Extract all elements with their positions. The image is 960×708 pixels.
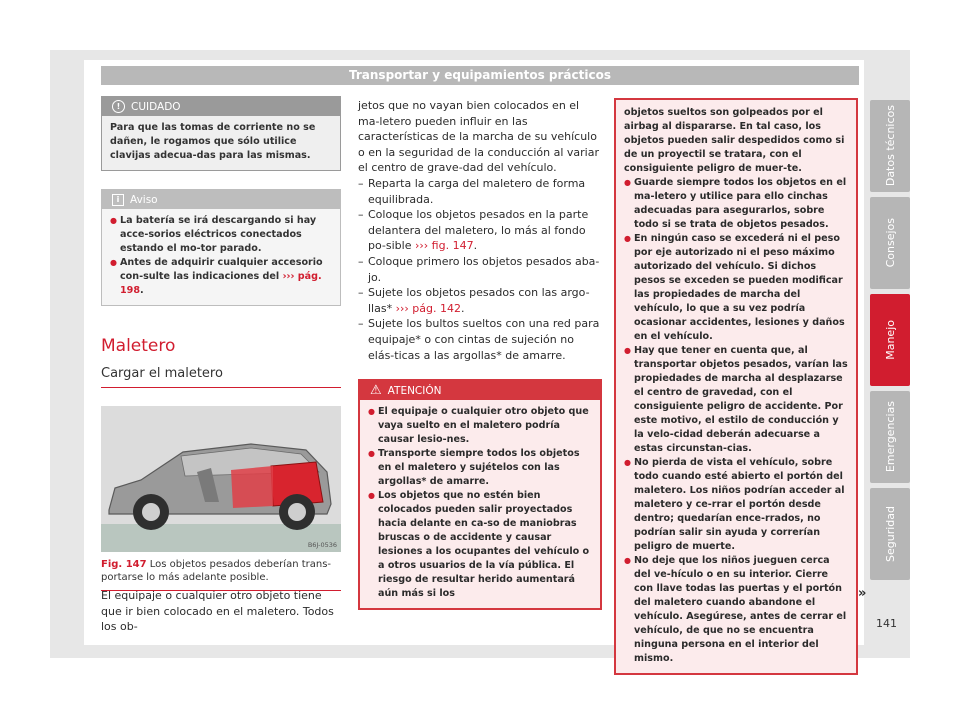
aviso-item-text: La batería se irá descargando si hay acce-sorios eléctricos conectados estando el mo-tor parado.: [120, 215, 317, 254]
figure-ref-link[interactable]: ››› fig. 147: [414, 239, 474, 253]
figure-label: Fig. 147: [101, 559, 147, 570]
tab-datos-tecnicos[interactable]: [870, 100, 910, 192]
atencion-item: ● Hay que tener en cuenta que, al transportar objetos pesados, varían las propiedades de marcha al desplazarse el centro de gravedad, con el consiguiente peligro de accidente. Por este motivo, el estilo de conducción y la velo-cidad deberán adecuarse a estas circunstan-cias.: [624, 344, 848, 456]
tab-label: Emergencias: [883, 401, 897, 473]
atencion-item: ● Los objetos que no estén bien colocados pueden salir proyectados hacia delante en ca-so de maniobras bruscas o de accidente y causar lesiones a los ocupantes del vehículo o a otros usuarios de la vía pública. El riesgo de resultar herido aumentará aún más si los: [368, 489, 592, 601]
step-item: [358, 207, 602, 254]
aviso-item: [110, 256, 332, 298]
info-icon: i: [112, 194, 124, 206]
tab-label: Seguridad: [883, 506, 897, 562]
car-trunk-figure: [101, 406, 341, 552]
steps-list: [358, 176, 602, 363]
intro-text-continued: jetos que no vayan bien colocados en el ma-letero pueden influir en las características de la marcha de su vehículo o en la seguridad de la conducción al variar el centro de grave-dad del vehículo.: [358, 99, 599, 175]
step-text: Coloque los objetos pesados en la parte delantera del maletero, lo más al fondo po-sible: [368, 208, 589, 253]
step-item: [358, 316, 602, 363]
continue-arrow-icon: »: [858, 586, 867, 601]
caution-icon: !: [112, 100, 125, 113]
step-text: Sujete los bultos sueltos con una red para equipaje* o con cintas de sujeción no elás-ticas a las argollas* de amarre.: [368, 317, 600, 362]
page-ref-link[interactable]: ››› pág. 198: [120, 271, 322, 296]
step-item: [358, 285, 602, 316]
figure-caption: [101, 558, 341, 591]
tab-label: Manejo: [883, 320, 897, 360]
car-illustration: [101, 406, 341, 552]
column-left: [101, 96, 341, 591]
cuidado-box: [101, 96, 341, 171]
cuidado-header: [102, 97, 340, 116]
figure-code: B6J-0536: [307, 541, 337, 549]
page-header: Transportar y equipamientos prácticos: [101, 66, 859, 85]
tab-label: Datos técnicos: [883, 105, 897, 187]
aviso-item: [110, 214, 332, 256]
atencion-continued-body: [616, 100, 856, 673]
atencion-continued-lead: objetos sueltos son golpeados por el airbag al dispararse. En tal caso, los objetos pueden salir despedidos como si de un proyectil se tratara, con el consiguiente peligro de muer-te.: [624, 107, 845, 174]
column-middle: [358, 98, 602, 610]
aviso-header: [102, 190, 340, 209]
atencion-item: ● No deje que los niños jueguen cerca del ve-hículo o en su interior. Cierre con llave todas las puertas y el portón del maletero cuando abandone el vehículo. Asegúrese, antes de cerrar el vehículo, de que no se encuentra ninguna persona en el interior del mismo.: [624, 554, 848, 666]
atencion-item: ● Guarde siempre todos los objetos en el ma-letero y utilice para ello cinchas adecuadas para asegurarlos, sobre todo si se trata de objetos pesados.: [624, 176, 848, 232]
step-text: Reparta la carga del maletero de forma equilibrada.: [368, 176, 586, 206]
cuidado-title: CUIDADO: [131, 100, 181, 113]
atencion-box: [358, 379, 602, 610]
atencion-item: ● El equipaje o cualquier otro objeto que vaya suelto en el maletero podría causar lesio-nes.: [368, 405, 592, 447]
step-text: Coloque primero los objetos pesados aba-jo.: [368, 254, 600, 284]
step-after: .: [473, 239, 478, 253]
tab-emergencias[interactable]: [870, 391, 910, 483]
intro-start: [101, 588, 341, 635]
step-item: [358, 176, 602, 207]
step-after: .: [460, 301, 465, 315]
column-right: [614, 98, 858, 675]
section-title: Maletero: [101, 336, 176, 356]
section-subtitle: Cargar el maletero: [101, 366, 341, 388]
tab-label: Consejos: [883, 218, 897, 268]
aviso-box: [101, 189, 341, 306]
aviso-title: Aviso: [130, 193, 158, 206]
warning-triangle-icon: ⚠: [370, 383, 382, 399]
aviso-item-text: Antes de adquirir cualquier accesorio con-sulte las indicaciones del: [120, 257, 323, 282]
cuidado-text: Para que las tomas de corriente no se dañen, le rogamos que sólo utilice clavijas adecua-das para las mismas.: [102, 116, 340, 170]
atencion-body: [360, 400, 600, 608]
atencion-item: ● Transporte siempre todos los objetos en el maletero y sujételos con las argollas* de amarre.: [368, 447, 592, 489]
atencion-item: ● No pierda de vista el vehículo, sobre todo cuando esté abierto el portón del maletero. Los niños podrían acceder al maletero y ce-rrar el portón desde dentro; quedarían ence-rrados, no podrían salir sin ayuda y correrían peligro de muerte.: [624, 456, 848, 554]
tab-consejos[interactable]: [870, 197, 910, 289]
page-number: 141: [876, 617, 897, 630]
intro-text-start: El equipaje o cualquier otro objeto tiene que ir bien colocado en el maletero. Todos los ob-: [101, 589, 334, 634]
tab-manejo[interactable]: [870, 294, 910, 386]
step-item: [358, 254, 602, 285]
atencion-header: [360, 381, 600, 400]
step-text: Sujete los objetos pesados con las argo-llas*: [368, 286, 590, 315]
aviso-body: [102, 209, 340, 305]
page-ref-link[interactable]: ››› pág. 142: [395, 301, 461, 315]
atencion-item: ● En ningún caso se excederá ni el peso por eje autorizado ni el peso máximo autorizado del vehículo. Si dichos pesos se exceden se pueden modificar las propiedades de marcha del vehículo, lo que a su vez podría ocasionar accidentes, lesiones y daños en el vehículo.: [624, 232, 848, 344]
atencion-continued-box: [614, 98, 858, 675]
atencion-title: ATENCIÓN: [387, 384, 442, 397]
tab-seguridad[interactable]: [870, 488, 910, 580]
aviso-item-after: .: [140, 285, 144, 296]
figure-caption-text: Los objetos pesados deberían trans-portarse lo más adelante posible.: [101, 559, 332, 583]
